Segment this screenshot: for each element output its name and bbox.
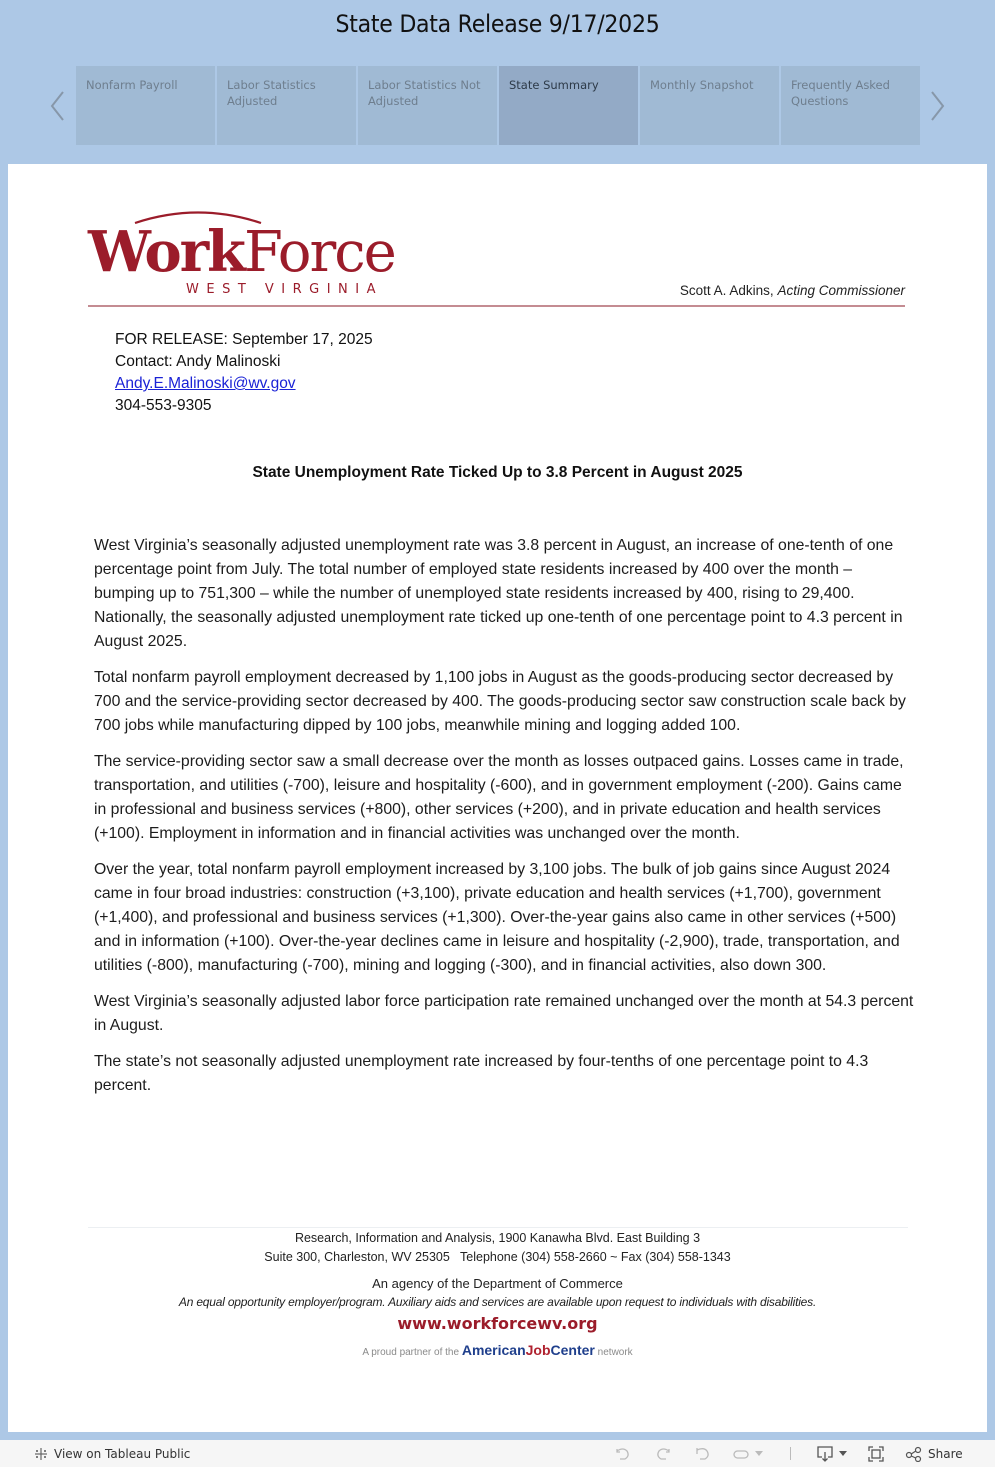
paragraph: West Virginia’s seasonally adjusted unemployment rate was 3.8 percent in August, an increase of one-tenth of one percentage point from July. The total number of employed state residents increased by 400 over the month – bumping up to 751,300 – while the number of unemployed state residents increased by 400, rising to 29,400. Nationally, the seasonally adjusted unemployment rate ticked up one-tenth of one percentage point to 4.3 percent in August 2025. — [94, 537, 903, 650]
ajc-center: Center — [550, 1342, 595, 1358]
contact-phone: 304-553-9305 — [115, 397, 212, 414]
undo-button[interactable] — [614, 1440, 632, 1467]
address-line-2: Suite 300, Charleston, WV 25305 Telephone (304) 558-2660 ~ Fax (304) 558-1343 — [264, 1250, 731, 1264]
share-button[interactable] — [905, 1440, 963, 1467]
tab-state-summary[interactable]: State Summary — [499, 66, 638, 145]
chevron-right-icon — [927, 88, 947, 124]
contact-email-link[interactable]: Andy.E.Malinoski@wv.gov — [115, 375, 296, 392]
logo-word-force: Force — [243, 220, 395, 285]
partner-suffix: network — [597, 1347, 633, 1358]
news-release-document — [8, 164, 987, 1432]
workforce-wv-logo — [88, 210, 393, 300]
contact-block — [115, 329, 373, 417]
paragraph: Total nonfarm payroll employment decreased by 1,100 jobs in August as the goods-producing sector decreased by 700 and the service-providing sector decreased by 400. The goods-producing sector saw construction scale back by 700 jobs while manufacturing dipped by 100 jobs, meanwhile mining and logging added 100. — [94, 669, 906, 734]
tab-nonfarm-payroll[interactable]: Nonfarm Payroll — [76, 66, 215, 145]
dashboard-title: State Data Release 9/17/2025 — [335, 10, 660, 38]
chevron-down-icon — [839, 1451, 847, 1457]
tab-labor-statistics-not-adjusted[interactable]: Labor Statistics Not Adjusted — [358, 66, 497, 145]
header-divider — [88, 305, 905, 307]
chevron-left-icon — [48, 88, 68, 124]
ajc-job: Job — [525, 1342, 551, 1358]
footer-agency: An agency of the Department of Commerce — [372, 1276, 623, 1291]
redo-button[interactable] — [654, 1440, 672, 1467]
tab-monthly-snapshot[interactable]: Monthly Snapshot — [640, 66, 779, 145]
tableau-toolbar — [0, 1440, 995, 1467]
redo-icon — [654, 1446, 672, 1462]
share-label: Share — [928, 1446, 963, 1461]
footer-divider — [88, 1227, 908, 1228]
commissioner-title: Acting Commissioner — [777, 283, 905, 298]
paragraph: West Virginia’s seasonally adjusted labor force participation rate remained unchanged over the month at 54.3 percent in August. — [94, 993, 914, 1034]
undo-icon — [614, 1446, 632, 1462]
chevron-down-icon — [755, 1451, 763, 1457]
footer-website: www.workforcewv.org — [397, 1314, 598, 1333]
commissioner-name: Scott A. Adkins, — [679, 283, 774, 298]
release-headline: State Unemployment Rate Ticked Up to 3.8 Percent in August 2025 — [252, 464, 743, 481]
download-button[interactable] — [816, 1440, 847, 1467]
paragraph: Over the year, total nonfarm payroll employment increased by 3,100 jobs. The bulk of job gains since August 2024 came in four broad industries: construction (+3,100), private education and health services (+1,700), government (+1,400), and professional and business services (+1,300). Over-the-year gains also came in other services (+500) and in information (+100). Over-the-year declines came in leisure and hospitality (-2,900), trade, transportation, and utilities (-800), manufacturing (-700), mining and logging (-300), and in financial activities, also down 300. — [94, 861, 900, 974]
contact-name: Contact: Andy Malinoski — [115, 353, 281, 370]
refresh-icon — [732, 1446, 750, 1462]
revert-icon — [694, 1446, 712, 1462]
american-job-center-logo — [462, 1342, 595, 1358]
tab-labor-statistics-adjusted[interactable]: Labor Statistics Adjusted — [217, 66, 356, 145]
toolbar-divider — [790, 1447, 791, 1460]
refresh-button[interactable] — [732, 1440, 763, 1467]
revert-button[interactable] — [694, 1440, 712, 1467]
story-nav-tabs — [76, 66, 920, 145]
footer-eoe-statement: An equal opportunity employer/program. Auxiliary aids and services are available upon request to individuals with disabilities. — [178, 1295, 817, 1309]
commissioner-line — [680, 283, 905, 298]
release-date: FOR RELEASE: September 17, 2025 — [115, 331, 373, 348]
view-on-tableau-link[interactable] — [33, 1440, 190, 1467]
ajc-american: American — [461, 1342, 526, 1358]
footer-address — [8, 1229, 987, 1267]
prev-tabs-button[interactable] — [48, 88, 68, 124]
fullscreen-icon — [867, 1445, 885, 1463]
address-line-1: Research, Information and Analysis, 1900 Kanawha Blvd. East Building 3 — [294, 1231, 701, 1245]
partner-prefix: A proud partner of the — [362, 1347, 460, 1358]
tableau-icon — [33, 1446, 49, 1462]
paragraph: The state’s not seasonally adjusted unemployment rate increased by four-tenths of one percentage point to 4.3 percent. — [94, 1053, 869, 1094]
release-body — [94, 534, 914, 1110]
tab-frequently-asked-questions[interactable]: Frequently Asked Questions — [781, 66, 920, 145]
footer-partner — [8, 1342, 987, 1358]
download-icon — [816, 1445, 834, 1463]
logo-subtitle: WEST VIRGINIA — [186, 282, 384, 297]
logo-word-work: Work — [88, 219, 244, 285]
share-icon — [905, 1446, 923, 1462]
next-tabs-button[interactable] — [927, 88, 947, 124]
fullscreen-button[interactable] — [867, 1440, 885, 1467]
view-on-tableau-label: View on Tableau Public — [54, 1446, 191, 1461]
paragraph: The service-providing sector saw a small decrease over the month as losses outpaced gains. Losses came in trade, transportation, and utilities (-700), leisure and hospitality (-600), and in government employment (-200). Gains came in professional and business services (+800), other services (+200), and in private education and health services (+100). Employment in information and in financial activities was unchanged over the month. — [94, 753, 904, 842]
